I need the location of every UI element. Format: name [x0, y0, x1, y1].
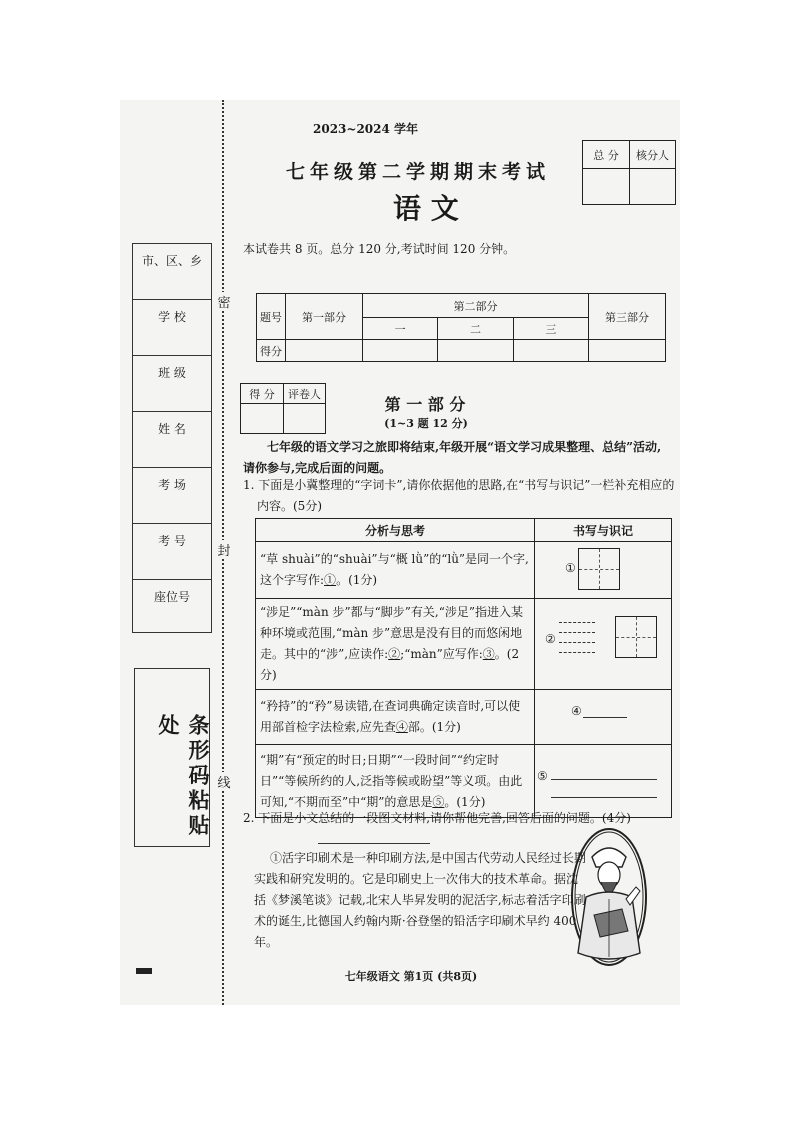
total-score-box — [582, 140, 676, 205]
answer-line-5b — [551, 797, 657, 798]
checker-cell[interactable] — [630, 169, 676, 205]
writing-grid-box-2 — [615, 616, 657, 658]
q2-title-blank[interactable] — [318, 843, 430, 844]
score-label: 得分 — [257, 340, 286, 362]
score-cell-sub1[interactable] — [363, 340, 438, 362]
q1-row-3: “矜持”的“矜”易读错,在查词典确定读音时,可以使用部首检字法检索,应先查④部。(1分) — [256, 690, 535, 745]
info-field-district[interactable]: 市、区、乡 — [133, 244, 211, 300]
score-sub-2: 二 — [438, 318, 513, 340]
lead-text: 七年级的语文学习之旅即将结束,年级开展“语文学习成果整理、总结”活动,请你参与,完成后面的问题。 — [243, 440, 662, 475]
section-title: 第 一 部 分 — [384, 395, 466, 414]
seal-char-xian: 线 — [217, 772, 231, 791]
q1-answer-5[interactable] — [535, 745, 672, 818]
score-table — [256, 293, 666, 362]
score-cell-sub3[interactable] — [513, 340, 588, 362]
answer-line-4 — [583, 717, 627, 718]
q1-table — [255, 518, 672, 818]
q1-col-analysis: 分析与思考 — [256, 519, 535, 542]
q1-row-1: “草 shuài”的“shuài”与“概 lǜ”的“lǜ”是同一个字,这个字写作:①。(1分) — [256, 542, 535, 599]
score-cell-sub2[interactable] — [438, 340, 513, 362]
answer-mark-4: ④ — [571, 704, 582, 718]
score-sub-3: 三 — [513, 318, 588, 340]
info-field-name[interactable]: 姓 名 — [133, 412, 211, 468]
exam-title: 七年级第二学期期末考试 — [286, 161, 551, 183]
seal-char-mi: 密 — [217, 292, 231, 311]
q2-stem: 2. 下面是小文总结的一段图文材料,请你帮他完善,回答后面的问题。(4分) — [243, 811, 631, 825]
q1-row-4: “期”有“预定的时日;日期”“一段时间”“约定时日”“等候所约的人,泛指等候或盼望”等义项。由此可知,“不期而至”中“期”的意思是⑤。(1分) — [256, 745, 535, 818]
total-score-label: 总 分 — [583, 141, 630, 169]
total-score-cell[interactable] — [583, 169, 630, 205]
score-part1-header: 第一部分 — [286, 294, 363, 340]
q2-passage: ①活字印刷术是一种印刷方法,是中国古代劳动人民经过长期实践和研究发明的。它是印刷史上一次伟大的技术革命。据沈括《梦溪笔谈》记载,北宋人毕昇发明的泥活字,标志着活字印刷术的诞生,比德国人约翰内斯·谷登堡的铅活字印刷术早约 400 年。 — [254, 851, 586, 949]
pinyin-line-2 — [559, 632, 595, 633]
answer-mark-1: ① — [565, 561, 576, 575]
pinyin-line-1 — [559, 622, 595, 623]
q1-col-writing: 书写与识记 — [535, 519, 672, 542]
subject-title: 语 文 — [393, 192, 459, 225]
score-cell-part1[interactable] — [286, 340, 363, 362]
answer-mark-5: ⑤ — [537, 769, 548, 783]
info-field-class[interactable]: 班 级 — [133, 356, 211, 412]
barcode-label: 条形码粘贴处 — [156, 714, 211, 839]
info-field-exam-number[interactable]: 考 号 — [133, 524, 211, 580]
score-sub-1: 一 — [363, 318, 438, 340]
info-field-seat[interactable]: 座位号 — [153, 590, 190, 604]
q1-row-2: “涉足”“màn 步”都与“脚步”有关,“涉足”指进入某种环境或范围,“màn 步”意思是没有目的而悠闲地走。其中的“涉”,应读作:②;“màn”应写作:③。(2分) — [256, 599, 535, 690]
checker-label: 核分人 — [630, 141, 676, 169]
grader-label: 评卷人 — [284, 384, 326, 404]
score-part2-header: 第二部分 — [363, 294, 589, 318]
exam-intro: 本试卷共 8 页。总分 120 分,考试时间 120 分钟。 — [243, 242, 516, 256]
barcode-area — [134, 668, 210, 847]
answer-mark-2: ② — [545, 632, 556, 646]
score-row-label: 题号 — [257, 294, 286, 340]
info-field-school[interactable]: 学 校 — [133, 300, 211, 356]
grader-score-label: 得 分 — [241, 384, 284, 404]
student-info-box — [132, 243, 212, 633]
info-field-room[interactable]: 考 场 — [133, 468, 211, 524]
score-part3-header: 第三部分 — [589, 294, 666, 340]
q1-stem: 1. 下面是小冀整理的“字词卡”,请你依据他的思路,在“书写与识记”一栏补充相应的内容。(5分) — [243, 478, 675, 513]
school-year: 2023~2024 学年 — [313, 122, 419, 136]
section-subtitle: (1~3 题 12 分) — [384, 417, 468, 430]
q1-answer-1[interactable] — [535, 542, 672, 599]
q1-answer-2[interactable] — [535, 599, 672, 690]
seal-char-feng: 封 — [217, 540, 231, 559]
writing-grid-box — [578, 548, 620, 590]
page-footer: 七年级语文 第1页 (共8页) — [344, 970, 478, 983]
answer-line-5a — [551, 779, 657, 780]
pinyin-line-3 — [559, 642, 595, 643]
bi-sheng-portrait — [570, 827, 648, 967]
pinyin-line-4 — [559, 652, 595, 653]
score-cell-part3[interactable] — [589, 340, 666, 362]
q1-answer-4[interactable] — [535, 690, 672, 745]
